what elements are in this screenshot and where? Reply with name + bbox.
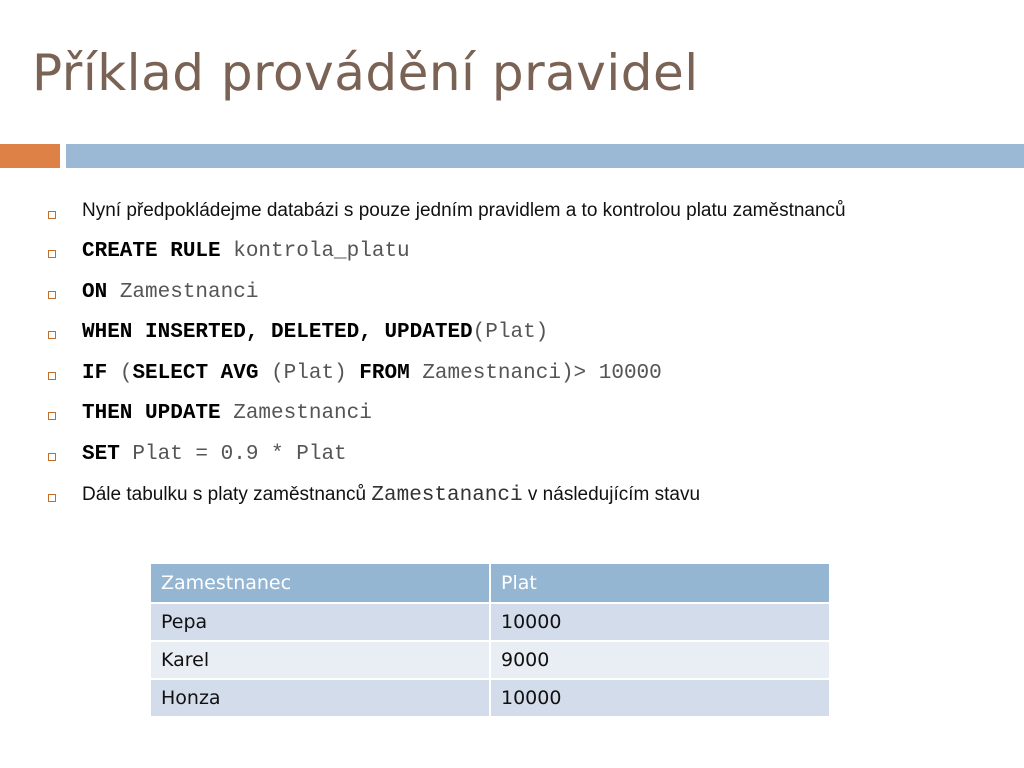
table-row [150,603,830,641]
bullet-item [44,358,944,388]
sql-keyword: THEN UPDATE [82,402,221,426]
table-row [150,641,830,679]
square-bullet-icon [48,331,56,339]
bullet-item [44,196,944,226]
bullet-text: Nyní předpokládejme databázi s pouze jedním pravidlem a to kontrolou platu zaměstnanců [82,200,846,221]
square-bullet-icon [48,453,56,461]
accent-bar-blue [66,144,1024,168]
sql-code: Zamestananci [371,483,523,507]
sql-keyword: SELECT AVG [132,361,259,385]
sql-code: Plat = 0.9 * Plat [119,442,347,466]
square-bullet-icon [48,291,56,299]
square-bullet-icon [48,372,56,380]
bullet-text: v následujícím stavu [522,483,701,505]
accent-bar-orange [0,144,60,168]
sql-code: (Plat) [472,321,549,345]
bullet-text: Dále tabulku s platy zaměstnanců [82,483,372,505]
table-cell: 10000 [490,679,830,717]
table-cell: 9000 [490,641,830,679]
column-header: Plat [490,563,830,603]
table-row [150,679,830,717]
square-bullet-icon [48,211,56,219]
sql-code: Zamestnanci [107,280,259,304]
bullet-item [44,236,944,266]
sql-code: Zamestnanci)> 10000 [409,361,662,385]
sql-code: ( [107,361,133,385]
bullet-item [44,398,944,428]
table-cell: 10000 [490,603,830,641]
table-cell: Karel [150,641,490,679]
sql-keyword: IF [82,361,108,385]
bullet-item [44,439,944,469]
square-bullet-icon [48,412,56,420]
sql-keyword: SET [82,442,120,466]
sql-keyword: ON [82,280,108,304]
sql-code: Zamestnanci [220,402,372,426]
sql-keyword: CREATE RULE [82,240,221,263]
sql-keyword: WHEN INSERTED, DELETED, UPDATED [82,321,473,345]
table-header-row [150,563,830,603]
salary-table [149,562,831,718]
table-cell: Pepa [150,603,490,641]
bullet-item [44,317,944,347]
column-header: Zamestnanec [150,563,490,603]
bullet-list [44,196,944,520]
square-bullet-icon [48,494,56,502]
sql-code: (Plat) [258,361,360,385]
sql-code: kontrola_platu [220,240,410,263]
bullet-item [44,277,944,307]
square-bullet-icon [48,250,56,258]
sql-keyword: FROM [359,361,410,385]
table-cell: Honza [150,679,490,717]
slide-title: Příklad provádění pravidel [32,44,699,102]
bullet-item [44,480,944,510]
